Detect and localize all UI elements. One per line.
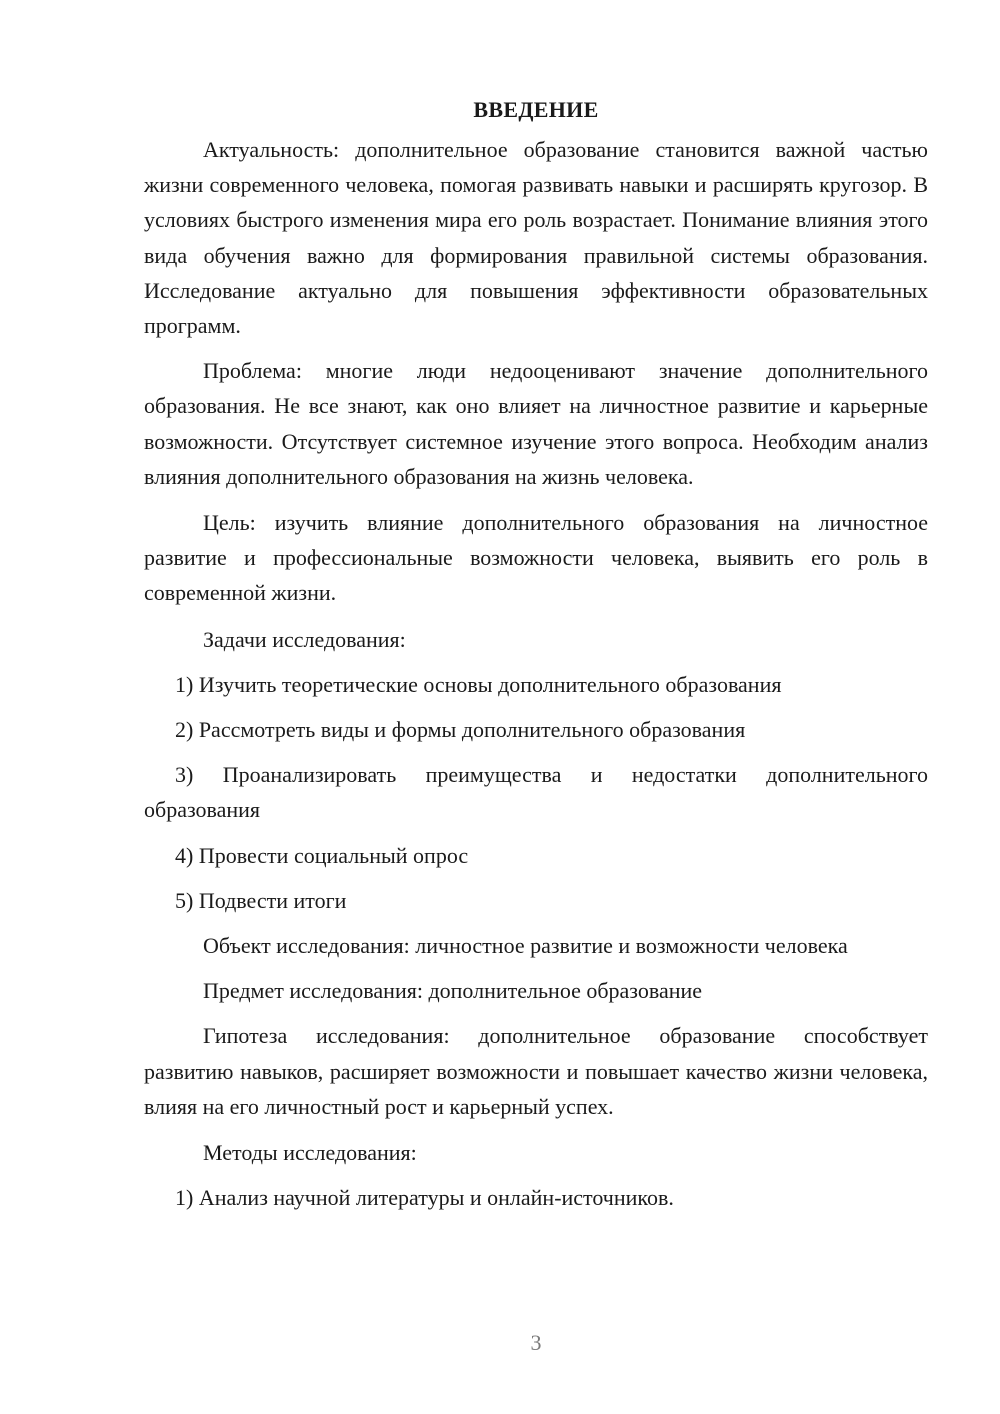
paragraph-subject: Предмет исследования: дополнительное образование xyxy=(203,978,703,1004)
method-item: 1) Анализ научной литературы и онлайн-источников. xyxy=(175,1185,674,1211)
task-item: 4) Провести социальный опрос xyxy=(175,842,469,868)
paragraph-object: Объект исследования: личностное развитие и возможности человека xyxy=(203,933,848,959)
paragraph-relevance: Актуальность: дополнительное образование становится важной частью жизни современного человека, помогая развивать навыки и расширять кругозор. В условиях быстрого изменения мира его роль возрастает. Понимание влияния этого вида обучения важно для формирования правильной системы образования. Исследование актуально для повышения эффективности образовательных программ. xyxy=(144,137,928,339)
page-number: 3 xyxy=(530,1330,542,1355)
task-item: 1) Изучить теоретические основы дополнительного образования xyxy=(175,671,782,697)
task-item: 5) Подвести итоги xyxy=(175,887,347,913)
task-item: 2) Рассмотреть виды и формы дополнительного образования xyxy=(175,717,746,743)
paragraph-hypothesis: Гипотеза исследования: дополнительное образование способствует развитию навыков, расширяет возможности и повышает качество жизни человека, влияя на его личностный рост и карьерный успех. xyxy=(144,1023,928,1119)
section-heading: ВВЕДЕНИЕ xyxy=(473,97,599,122)
paragraph-goal: Цель: изучить влияние дополнительного образования на личностное развитие и профессиональные возможности человека, выявить его роль в современной жизни. xyxy=(144,510,928,606)
task-item: 3) Проанализировать преимущества и недостатки дополнительного образования xyxy=(144,762,928,823)
tasks-heading: Задачи исследования: xyxy=(203,626,406,652)
paragraph-problem: Проблема: многие люди недооценивают значение дополнительного образования. Не все знают, как оно влияет на личностное развитие и карьерные возможности. Отсутствует системное изучение этого вопроса. Необходим анализ влияния дополнительного образования на жизнь человека. xyxy=(144,358,928,489)
page-content xyxy=(144,93,928,1215)
methods-heading: Методы исследования: xyxy=(203,1140,417,1166)
